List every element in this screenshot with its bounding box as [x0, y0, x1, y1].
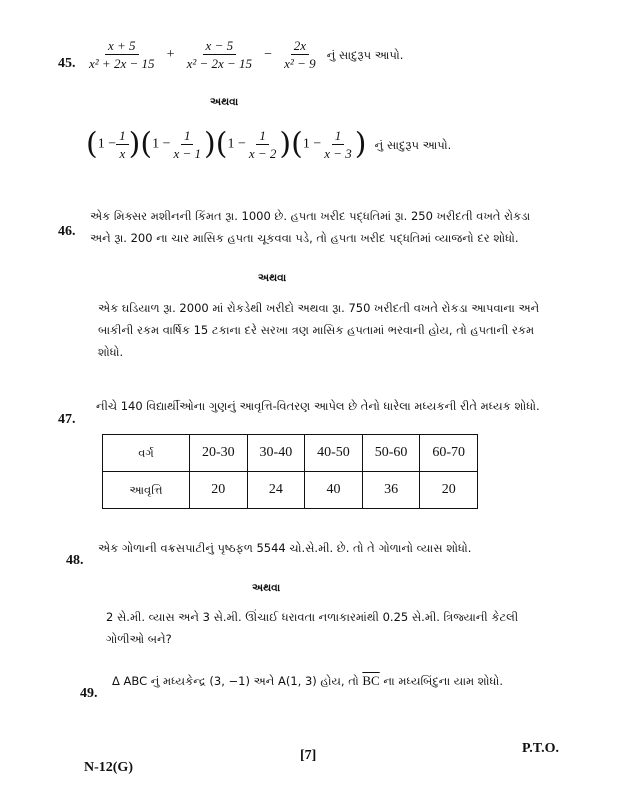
row-header: આવૃત્તિ — [103, 472, 190, 509]
right-paren: ) — [204, 126, 216, 162]
table-cell: 60-70 — [420, 435, 478, 472]
text-line: ગોળીઓ બને? — [106, 632, 172, 646]
q47-text: નીચે 140 વિદ્યાર્થીઓના ગુણનું આવૃત્તિ-વિતરણ આપેલ છે તેનો ધારેલા મધ્યકની રીતે મધ્યક શોધો. — [96, 399, 540, 413]
text-line: અને રૂા. 200 ના ચાર માસિક હપતા ચૂકવવા પડે, તો હપતા ખરીદ પદ્ધતિમાં વ્યાજનો દર શોધો. — [90, 231, 519, 245]
left-paren: ( — [215, 126, 228, 162]
question-number-49: 49. — [80, 686, 98, 701]
denominator: x − 2 — [248, 146, 277, 161]
or-label: અથવા — [252, 582, 281, 594]
q48-alt-text — [106, 606, 606, 650]
table-cell: 30-40 — [247, 435, 305, 472]
fraction — [281, 38, 318, 71]
text-line: 2 સે.મી. વ્યાસ અને 3 સે.મી. ઊંચાઈ ધરાવતા નળાકારમાંથી 0.25 સે.મી. ત્રિજ્યાની કેટલી — [106, 610, 519, 624]
q49-text — [112, 670, 503, 692]
paper-code: N-12(G) — [84, 760, 133, 775]
text-line: એક મિક્સર મશીનની કિંમત રૂા. 1000 છે. હપતા ખરીદ પદ્ધતિમાં રૂા. 250 ખરીદતી વખતે રોકડા — [90, 209, 531, 223]
table-cell: 36 — [362, 472, 420, 509]
table-cell: 20 — [190, 472, 248, 509]
numerator: x − 5 — [203, 38, 237, 55]
table-cell: 40 — [305, 472, 363, 509]
or-label: અથવા — [210, 96, 239, 108]
question-text: નું સાદુરૂપ આપો. — [374, 137, 452, 152]
operator: − — [264, 46, 273, 62]
fraction — [184, 38, 255, 71]
or-label: અથવા — [258, 272, 287, 284]
frequency-table — [102, 434, 478, 509]
fraction — [170, 128, 204, 161]
question-text: નું સાદુરૂપ આપો. — [326, 47, 404, 62]
numerator: 1 — [116, 128, 129, 145]
numerator: 1 — [332, 128, 345, 145]
right-paren: ) — [354, 126, 367, 162]
row-header: વર્ગ — [103, 435, 190, 472]
term: 1 − — [227, 136, 246, 152]
question-number-48: 48. — [66, 553, 84, 568]
numerator: x + 5 — [105, 38, 139, 55]
q46-alt-text — [98, 297, 610, 363]
left-paren: ( — [86, 126, 98, 162]
table-cell: 40-50 — [305, 435, 363, 472]
text-segment: Δ ABC નું મધ્યકેન્દ્ર (3, −1) અને A(1, 3) હોય, તો — [112, 674, 359, 688]
denominator: x − 1 — [173, 146, 202, 161]
numerator: 1 — [256, 128, 269, 145]
fraction — [246, 128, 280, 161]
denominator: x − 3 — [324, 146, 352, 161]
q46-text — [90, 205, 610, 249]
question-number-46: 46. — [58, 224, 76, 239]
denominator: x² − 9 — [284, 56, 316, 71]
term: 1 − — [97, 136, 117, 152]
q45-alt-expression — [86, 128, 451, 161]
question-number-47: 47. — [58, 412, 76, 427]
denominator: x² − 2x − 15 — [186, 56, 253, 71]
text-line: શોધો. — [98, 345, 124, 359]
table-cell: 20-30 — [190, 435, 248, 472]
table-cell: 50-60 — [362, 435, 420, 472]
left-paren: ( — [291, 126, 303, 162]
fraction — [86, 38, 157, 71]
line-segment-bc: $\overline{BC}$ — [362, 673, 380, 688]
table-cell: 24 — [247, 472, 305, 509]
fraction — [321, 128, 355, 161]
denominator: x² + 2x − 15 — [89, 56, 155, 71]
numerator: 2x — [291, 38, 309, 55]
q48-text: એક ગોળાની વક્રસપાટીનું પૃષ્ઠફળ 5544 ચો.સે.મી. છે. તો તે ગોળાનો વ્યાસ શોધો. — [98, 541, 472, 555]
term: 1 − — [152, 136, 171, 152]
page-number: [7] — [300, 748, 317, 763]
pto-label: P.T.O. — [522, 741, 559, 756]
term: 1 − — [302, 136, 322, 152]
left-paren: ( — [140, 126, 153, 162]
text-line: એક ઘડિયાળ રૂા. 2000 માં રોકડેથી ખરીદો અથવા રૂા. 750 ખરીદતી વખતે રોકડા આપવાના અને — [98, 301, 540, 315]
operator: + — [166, 46, 175, 62]
denominator: x — [119, 146, 126, 161]
right-paren: ) — [128, 126, 141, 162]
table-row — [103, 435, 478, 472]
table-row — [103, 472, 478, 509]
text-segment: ના મધ્યબિંદુના યામ શોધો. — [383, 674, 503, 688]
fraction — [116, 128, 129, 161]
q45-expression — [86, 38, 403, 71]
table-cell: 20 — [420, 472, 478, 509]
numerator: 1 — [181, 128, 194, 145]
right-paren: ) — [279, 126, 292, 162]
text-line: બાકીની રકમ વાર્ષિક 15 ટકાના દરે સરખા ત્રણ માસિક હપતામાં ભરવાની હોય, તો હપતાની રકમ — [98, 323, 535, 337]
question-number-45: 45. — [58, 56, 76, 71]
